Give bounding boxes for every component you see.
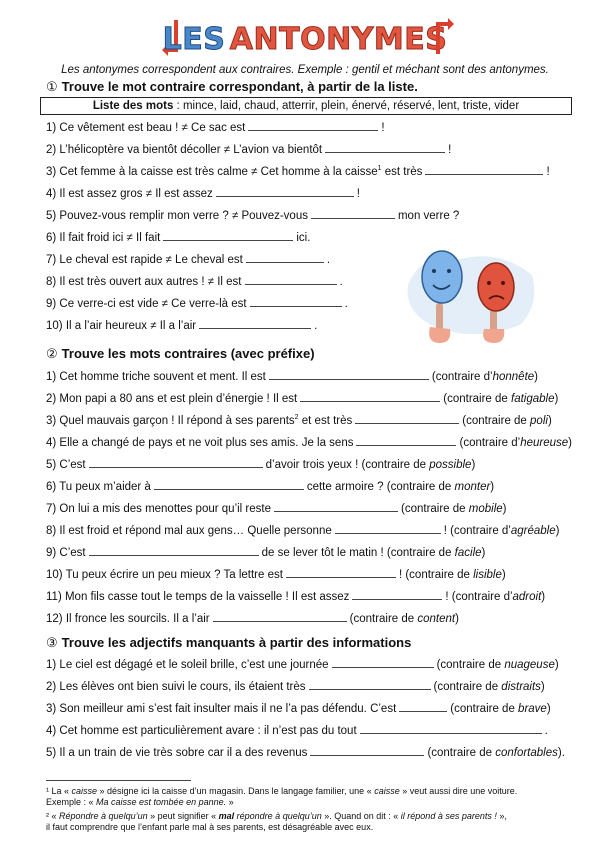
answer-blank[interactable]	[248, 121, 378, 131]
answer-blank[interactable]	[216, 187, 354, 197]
footnote-divider	[46, 780, 191, 781]
answer-blank[interactable]	[360, 724, 542, 734]
s3-question-1: 1) Le ciel est dégagé et le soleil brille, c’est une journée (contraire de nuageuse)	[46, 659, 559, 671]
s2-question-3: 3) Quel mauvais garçon ! Il répond à ses parents$^2$ et est très (contraire de poli)	[46, 414, 552, 427]
answer-blank[interactable]	[154, 480, 304, 490]
answer-blank[interactable]	[163, 231, 293, 241]
s1-question-1: 1) Ce vêtement est beau ! ≠ Ce sac est !	[46, 122, 385, 134]
answer-blank[interactable]	[425, 165, 543, 175]
s2-question-4: 4) Elle a changé de pays et ne voit plus ses amis. Je la sens (contraire d’heureuse)	[46, 437, 573, 449]
page-title	[0, 18, 610, 62]
answer-blank[interactable]	[310, 746, 424, 756]
s1-question-6: 6) Il fait froid ici ≠ Il fait ici.	[46, 232, 311, 244]
s1-question-7: 7) Le cheval est rapide ≠ Le cheval est .	[46, 254, 331, 266]
answer-blank[interactable]	[250, 297, 342, 307]
answer-blank[interactable]	[332, 658, 434, 668]
footnote-2: ² « Répondre à quelqu’un » peut signifier « mal répondre à quelqu’un ». Quand on dit : « il répond à ses parents ! », il faut comprendre que l’enfant parle mal à ses parents, est désagréable avec eux.	[46, 811, 507, 832]
happy-mask-icon	[422, 251, 462, 303]
sad-mask-icon	[478, 263, 514, 311]
s2-question-2: 2) Mon papi a 80 ans et est plein d’énergie ! Il est (contraire de fatigable)	[46, 393, 559, 405]
s2-question-5: 5) C’est d’avoir trois yeux ! (contraire de possible)	[46, 459, 476, 471]
s2-question-9: 9) C’est de se lever tôt le matin ! (contraire de facile)	[46, 547, 486, 559]
answer-blank[interactable]	[89, 458, 263, 468]
intro-text: Les antonymes correspondent aux contraires. Exemple : gentil et méchant sont des antonymes.	[61, 64, 549, 76]
masks-illustration	[400, 245, 540, 345]
answer-blank[interactable]	[245, 275, 337, 285]
s2-question-12: 12) Il fronce les sourcils. Il a l’air (contraire de content)	[46, 613, 459, 625]
answer-blank[interactable]	[325, 143, 445, 153]
answer-blank[interactable]	[213, 612, 347, 622]
answer-blank[interactable]	[300, 392, 440, 402]
s3-question-5: 5) Il a un train de vie très sobre car il a des revenus (contraire de confortables).	[46, 747, 565, 759]
section1-heading: ① Trouve le mot contraire correspondant, à partir de la liste.	[46, 79, 418, 94]
s1-question-3: 3) Cet femme à la caisse est très calme ≠ Cet homme à la caisse$^1$ est très !	[46, 165, 550, 178]
s3-question-2: 2) Les élèves ont bien suivi le cours, ils étaient très (contraire de distraits)	[46, 681, 545, 693]
s2-question-11: 11) Mon fils casse tout le temps de la vaisselle ! Il est assez ! (contraire d’adroit)	[46, 591, 546, 603]
answer-blank[interactable]	[309, 680, 431, 690]
word-list-label: Liste des mots	[92, 100, 174, 112]
answer-blank[interactable]	[89, 546, 259, 556]
s1-question-4: 4) Il est assez gros ≠ Il est assez !	[46, 188, 360, 200]
section2-heading: ② Trouve les mots contraires (avec préfixe)	[46, 346, 315, 361]
s2-question-6: 6) Tu peux m’aider à cette armoire ? (contraire de monter)	[46, 481, 495, 493]
s1-question-9: 9) Ce verre-ci est vide ≠ Ce verre-là est .	[46, 298, 348, 310]
word-list: : mince, laid, chaud, atterrir, plein, énervé, réservé, lent, triste, vider	[173, 100, 520, 112]
answer-blank[interactable]	[274, 502, 398, 512]
answer-blank[interactable]	[269, 370, 429, 380]
s2-question-1: 1) Cet homme triche souvent et ment. Il est (contraire d’honnête)	[46, 371, 539, 383]
s2-question-7: 7) On lui a mis des menottes pour qu’il reste (contraire de mobile)	[46, 503, 507, 515]
s1-question-8: 8) Il est très ouvert aux autres ! ≠ Il est .	[46, 276, 343, 288]
title-part2: ANTONYMES	[229, 22, 448, 57]
answer-blank[interactable]	[335, 524, 441, 534]
answer-blank[interactable]	[286, 568, 396, 578]
s1-question-2: 2) L’hélicoptère va bientôt décoller ≠ L’avion va bientôt !	[46, 144, 452, 156]
s3-question-3: 3) Son meilleur ami s’est fait insulter mais il ne l’a pas défendu. C’est (contraire de brave)	[46, 703, 551, 715]
answer-blank[interactable]	[399, 702, 447, 712]
title-part1: LES	[162, 22, 226, 57]
s3-question-4: 4) Cet homme est particulièrement avare : il n’est pas du tout .	[46, 725, 548, 737]
s2-question-8: 8) Il est froid et répond mal aux gens… Quelle personne ! (contraire d’agréable)	[46, 525, 560, 537]
answer-blank[interactable]	[199, 319, 311, 329]
word-list-box	[40, 97, 572, 115]
answer-blank[interactable]	[352, 590, 442, 600]
answer-blank[interactable]	[311, 209, 395, 219]
answer-blank[interactable]	[356, 436, 456, 446]
s1-question-5: 5) Pouvez-vous remplir mon verre ? ≠ Pouvez-vous mon verre ?	[46, 210, 460, 222]
bent-arrow-right-icon	[432, 18, 454, 56]
answer-blank[interactable]	[355, 414, 459, 424]
answer-blank[interactable]	[246, 253, 324, 263]
footnote-1: ¹ La « caisse » désigne ici la caisse d’un magasin. Dans le langage familier, une « caisse » veut aussi dire une voiture. Exemple : « Ma caisse est tombée en panne. »	[46, 786, 518, 807]
s2-question-10: 10) Tu peux écrire un peu mieux ? Ta lettre est ! (contraire de lisible)	[46, 569, 506, 581]
section3-heading: ③ Trouve les adjectifs manquants à partir des informations	[46, 635, 412, 650]
s1-question-10: 10) Il a l’air heureux ≠ Il a l’air .	[46, 320, 318, 332]
